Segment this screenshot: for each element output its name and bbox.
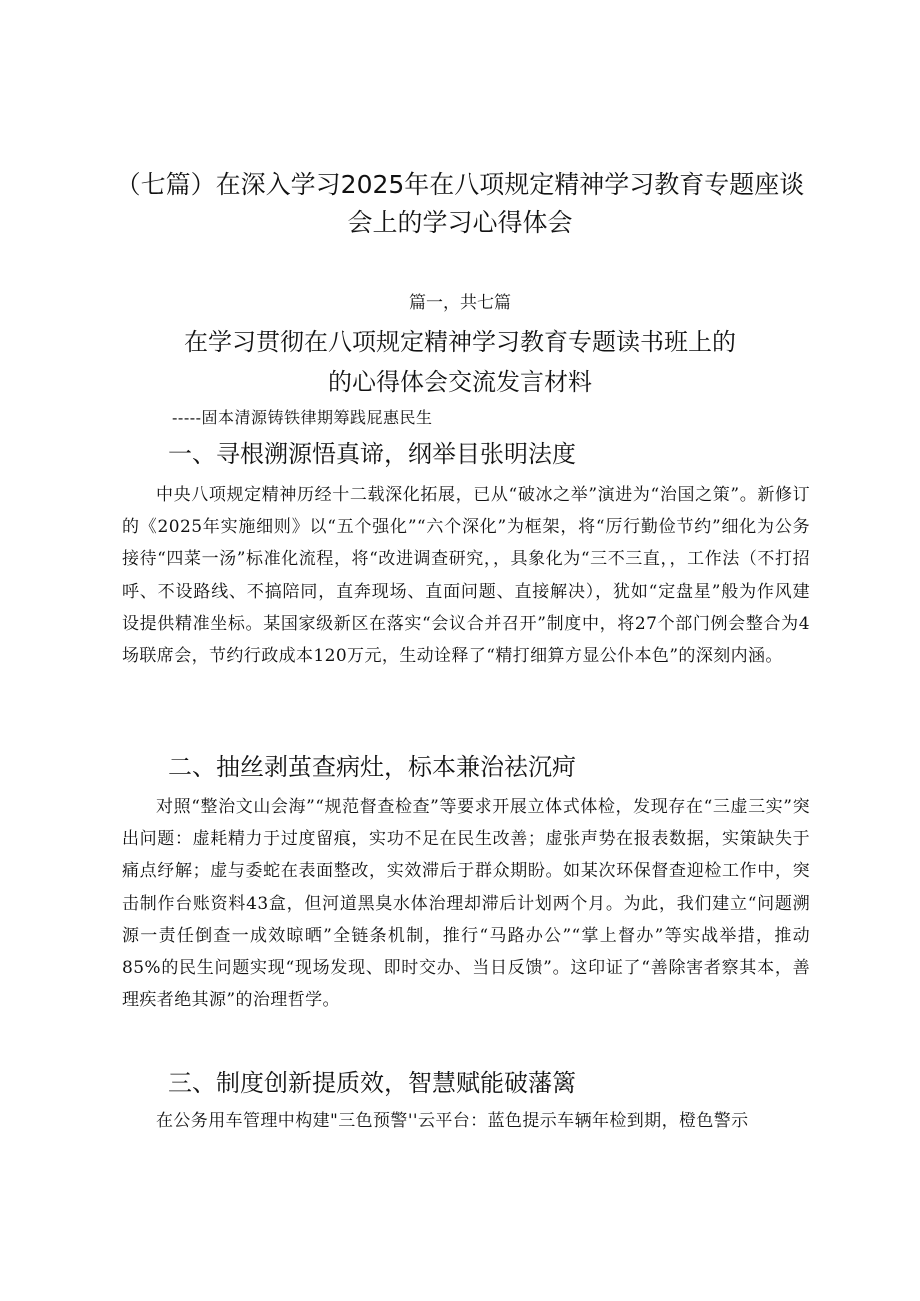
article-tagline: -----固本清源铸铁律期筹践屁惠民生 [172, 408, 433, 427]
section-paragraph-1: 中央八项规定精神历经十二载深化拓展，已从“破冰之举”演进为“治国之策”。新修订的《2025年实施细则》以“五个强化”“六个深化”为框架，将“厉行勤俭节约”细化为公务接待“四菜一汤”标准化流程，将“改进调查研究，，具象化为“三不三直，，工作法（不打招呼、不设路线、不搞陪同，直奔现场、直面问题、直接解决），犹如“定盘星”般为作风建设提供精准坐标。某国家级新区在落实“会议合并召开”制度中，将27个部门例会整合为4场联席会，节约行政成本120万元，生动诠释了“精打细算方显公仆本色”的深刻内涵。 [122, 485, 810, 667]
article-title-line-1: 在学习贯彻在八项规定精神学习教育专题读书班上的 [184, 328, 736, 356]
section-heading-3: 三、制度创新提质效，智慧赋能破藩篱 [168, 1069, 576, 1097]
article-title-line-2: 的心得体会交流发言材料 [328, 368, 592, 396]
document-title-line-2: 会上的学习心得体会 [347, 208, 573, 237]
article-number: 篇一，共七篇 [409, 293, 511, 313]
document-title-line-1: （七篇）在深入学习2025年在八项规定精神学习教育专题座谈 [115, 170, 805, 199]
section-heading-1: 一、寻根溯源悟真谛，纲举目张明法度 [168, 440, 576, 468]
section-heading-2: 二、抽丝剥茧查病灶，标本兼治祛沉疴 [168, 753, 576, 781]
section-paragraph-3: 在公务用车管理中构建"三色预警''云平台：蓝色提示车辆年检到期，橙色警示 [156, 1111, 749, 1131]
section-paragraph-2: 对照“整治文山会海”“规范督查检查”等要求开展立体式体检，发现存在“三虚三实”突出问题：虚耗精力于过度留痕，实功不足在民生改善；虚张声势在报表数据，实策缺失于痛点纾解；虚与委蛇在表面整改，实效滞后于群众期盼。如某次环保督查迎检工作中，突击制作台账资料43盒，但河道黑臭水体治理却滞后计划两个月。为此，我们建立“问题溯源一责任倒查一成效晾晒”全链条机制，推行“马路办公”“掌上督办”等实战举措，推动85%的民生问题实现“现场发现、即时交办、当日反馈”。这印证了“善除害者察其本，善理疾者绝其源”的治理哲学。 [122, 797, 810, 1011]
